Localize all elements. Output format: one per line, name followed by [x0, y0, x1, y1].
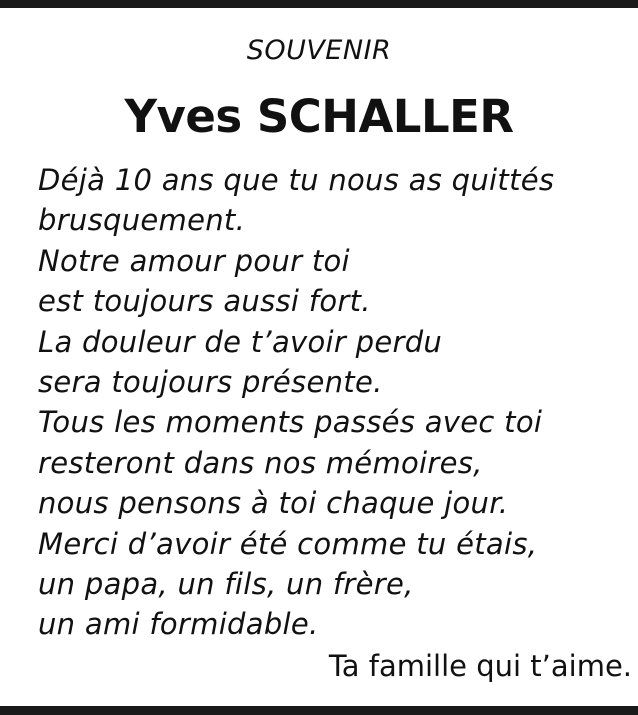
family-signature: Ta famille qui t’aime.	[328, 649, 632, 683]
memorial-line: brusquement.	[38, 203, 246, 238]
notice-heading: SOUVENIR	[246, 35, 392, 66]
memorial-line: un ami formidable.	[38, 607, 319, 642]
memorial-line: sera toujours présente.	[38, 365, 383, 400]
memorial-line: Tous les moments passés avec toi	[38, 405, 543, 440]
memorial-line: resteront dans nos mémoires,	[38, 445, 483, 480]
memorial-line: nous pensons à toi chaque jour.	[38, 486, 509, 521]
memorial-line: est toujours aussi fort.	[38, 284, 371, 319]
bottom-border-rule	[0, 706, 638, 715]
deceased-name: Yves SCHALLER	[124, 90, 514, 143]
memorial-line: Merci d’avoir été comme tu étais,	[38, 526, 538, 561]
memorial-line: un papa, un fils, un frère,	[38, 567, 414, 602]
memorial-line: Notre amour pour toi	[38, 243, 350, 278]
memorial-line: La douleur de t’avoir perdu	[38, 324, 443, 359]
top-border-rule	[0, 0, 638, 8]
memorial-line: Déjà 10 ans que tu nous as quittés	[38, 163, 555, 197]
memorial-text	[38, 160, 634, 645]
